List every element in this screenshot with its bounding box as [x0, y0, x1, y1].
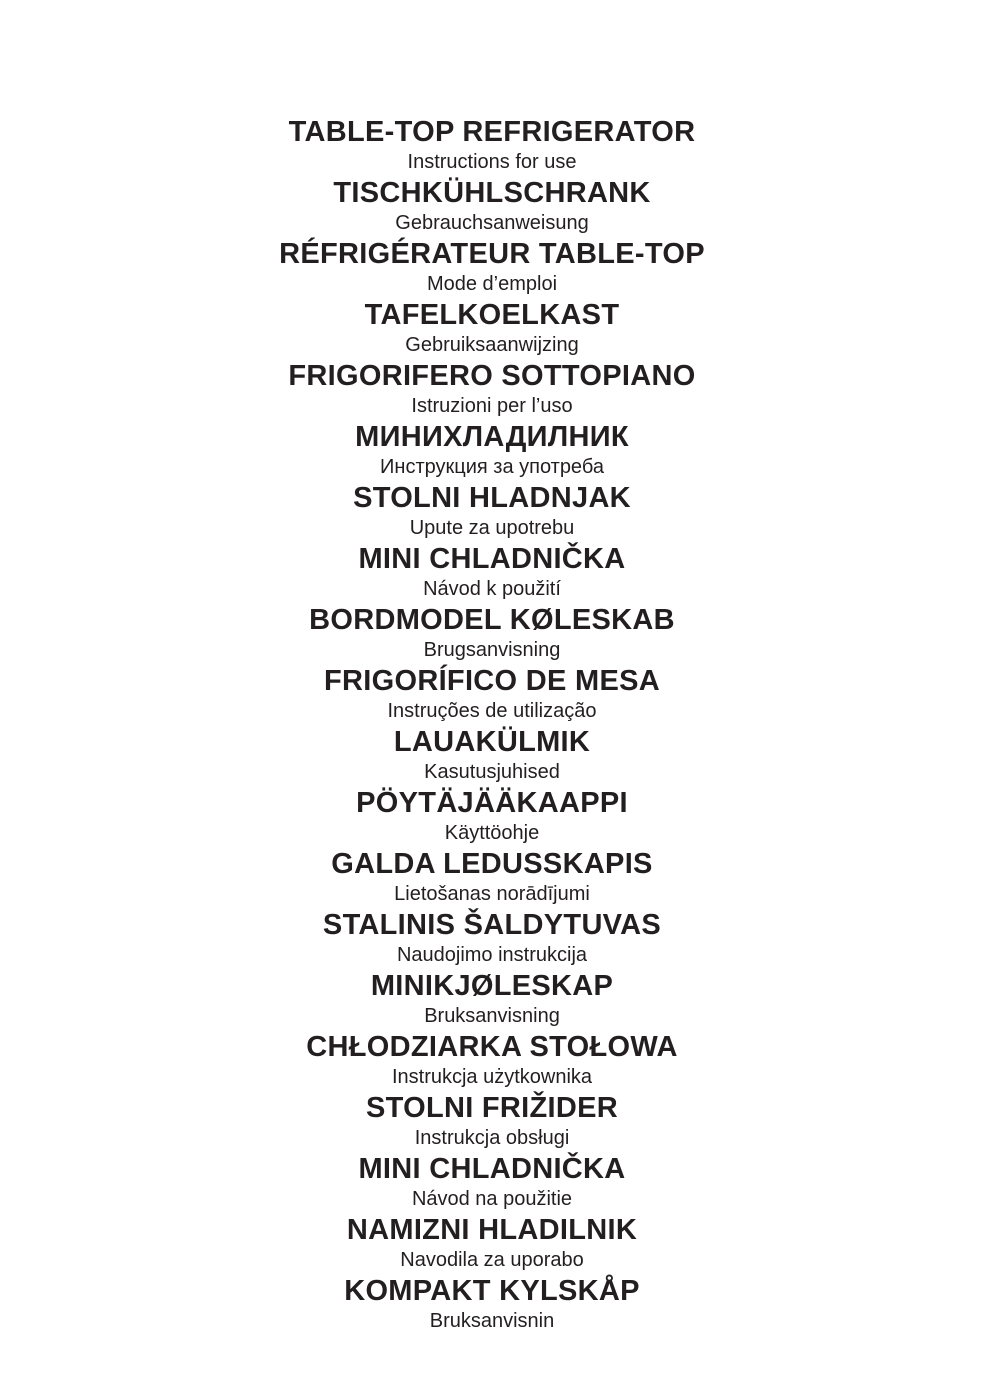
manual-subtitle: Instrukcja obsługi	[414, 1127, 570, 1149]
manual-subtitle: Návod na použitie	[411, 1188, 573, 1210]
manual-subtitle: Istruzioni per l’uso	[411, 395, 573, 417]
manual-subtitle: Инструкция за употреба	[380, 456, 604, 478]
product-title: GALDA LEDUSSKAPIS	[331, 848, 653, 880]
manual-subtitle: Bruksanvisning	[424, 1005, 560, 1027]
manual-subtitle: Upute za upotrebu	[409, 517, 575, 539]
product-title: FRIGORÍFICO DE MESA	[324, 665, 660, 697]
product-title: MINI CHLADNIČKA	[358, 1153, 626, 1185]
language-entry	[0, 848, 984, 909]
language-entry	[0, 543, 984, 604]
product-title: PÖYTÄJÄÄKAAPPI	[356, 787, 628, 819]
product-title: МИНИХЛАДИЛНИК	[355, 421, 629, 453]
product-title: RÉFRIGÉRATEUR TABLE-TOP	[279, 238, 705, 270]
language-entry	[0, 299, 984, 360]
product-title: KOMPAKT KYLSKÅP	[344, 1275, 640, 1307]
language-entry	[0, 360, 984, 421]
manual-subtitle: Kasutusjuhised	[424, 761, 560, 783]
manual-subtitle: Instruções de utilização	[387, 700, 597, 722]
product-title: NAMIZNI HLADILNIK	[346, 1214, 638, 1246]
product-title: MINI CHLADNIČKA	[358, 543, 626, 575]
product-title: FRIGORIFERO SOTTOPIANO	[288, 360, 696, 392]
manual-subtitle: Gebruiksaanwijzing	[405, 334, 579, 356]
language-entry	[0, 787, 984, 848]
language-entry	[0, 1153, 984, 1214]
language-entry	[0, 665, 984, 726]
manual-subtitle: Käyttöohje	[444, 822, 540, 844]
manual-subtitle: Brugsanvisning	[423, 639, 561, 661]
language-entry	[0, 482, 984, 543]
manual-subtitle: Gebrauchsanweisung	[395, 212, 589, 234]
manual-subtitle: Mode d’emploi	[426, 273, 558, 295]
product-title: MINIKJØLESKAP	[370, 970, 614, 1002]
manual-subtitle: Návod k použití	[423, 578, 561, 600]
product-title: STOLNI HLADNJAK	[353, 482, 631, 514]
manual-subtitle: Instrukcja użytkownika	[391, 1066, 593, 1088]
language-entry	[0, 604, 984, 665]
language-entry	[0, 177, 984, 238]
product-title: CHŁODZIARKA STOŁOWA	[306, 1031, 678, 1063]
language-entry	[0, 726, 984, 787]
language-entry	[0, 909, 984, 970]
manual-subtitle: Naudojimo instrukcija	[396, 944, 588, 966]
language-entry	[0, 1214, 984, 1275]
language-entry	[0, 238, 984, 299]
language-entry	[0, 1275, 984, 1336]
product-title: STOLNI FRIŽIDER	[365, 1092, 619, 1124]
language-entry	[0, 421, 984, 482]
manual-subtitle: Instructions for use	[407, 151, 577, 173]
product-title: TISCHKÜHLSCHRANK	[333, 177, 651, 209]
language-entry	[0, 1092, 984, 1153]
product-title: LAUAKÜLMIK	[393, 726, 591, 758]
product-title: TABLE-TOP REFRIGERATOR	[288, 116, 696, 148]
product-title: STALINIS ŠALDYTUVAS	[322, 909, 662, 941]
manual-subtitle: Navodila za uporabo	[400, 1249, 584, 1271]
manual-subtitle: Bruksanvisnin	[429, 1310, 555, 1332]
language-entry	[0, 116, 984, 177]
language-entry	[0, 970, 984, 1031]
manual-subtitle: Lietošanas norādījumi	[394, 883, 590, 905]
cover-title-list	[0, 116, 984, 1336]
language-entry	[0, 1031, 984, 1092]
product-title: BORDMODEL KØLESKAB	[309, 604, 675, 636]
product-title: TAFELKOELKAST	[364, 299, 620, 331]
